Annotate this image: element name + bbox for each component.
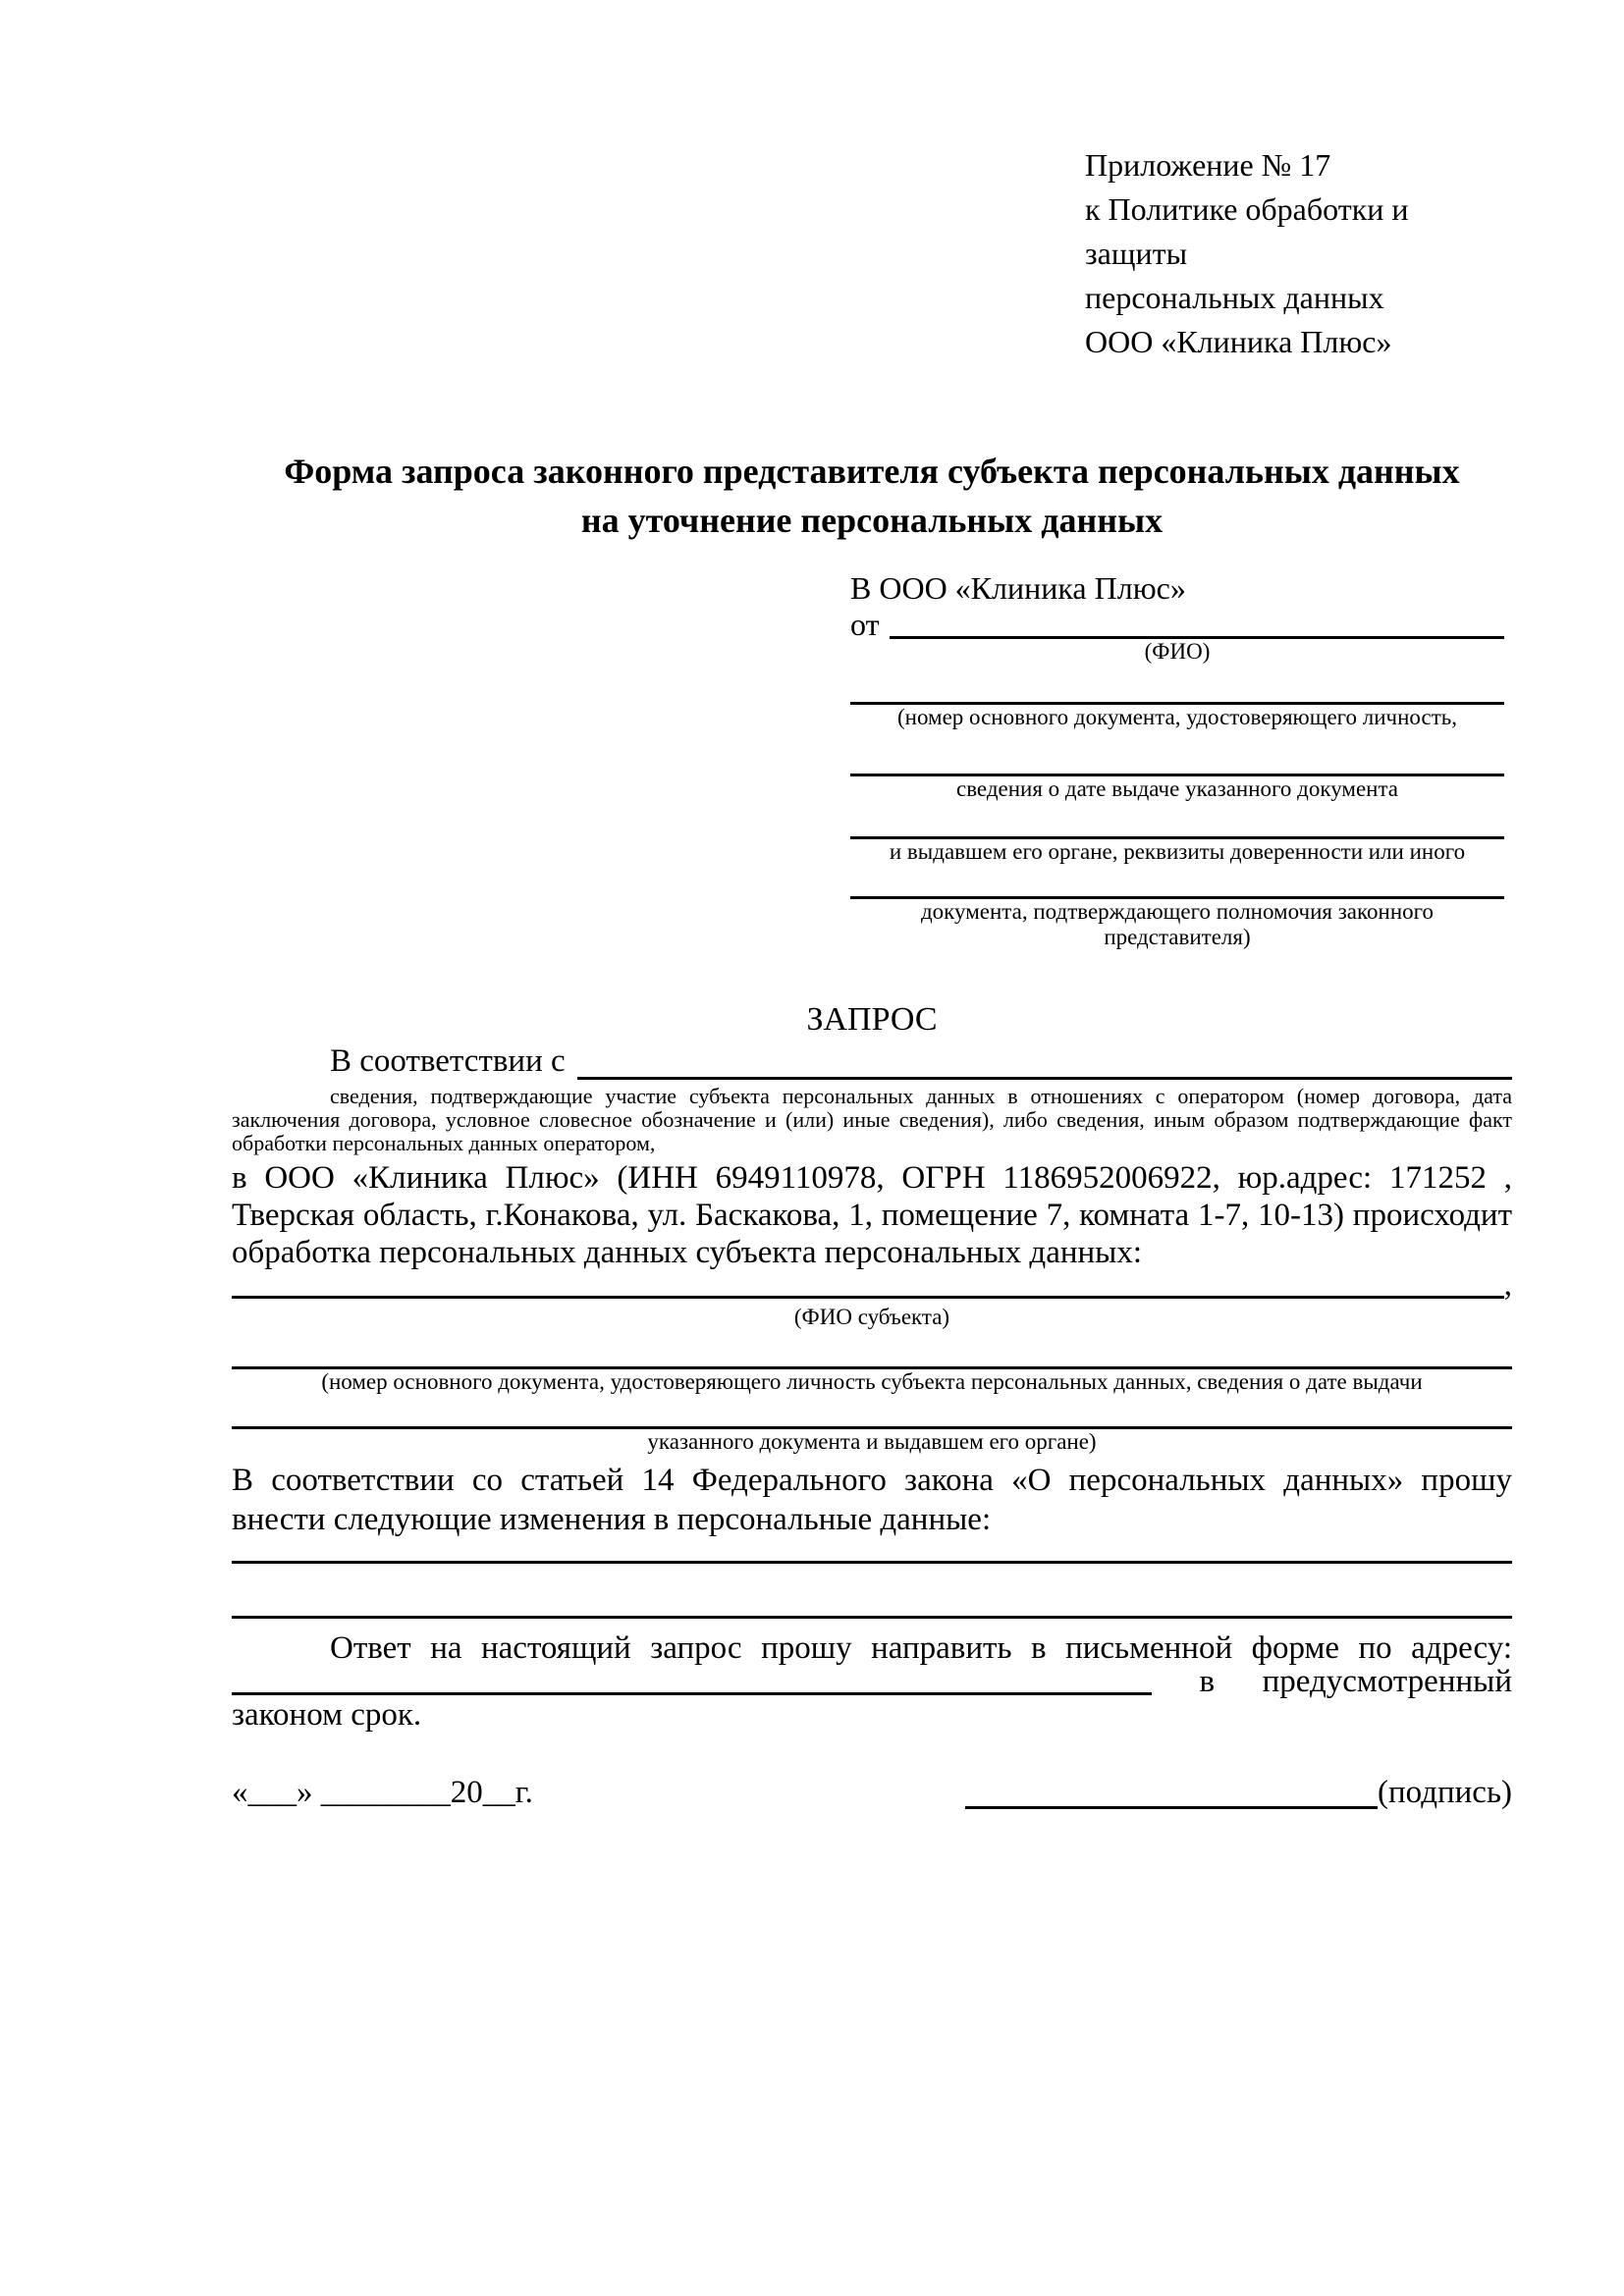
doc-field-caption: документа, подтверждающего полномочия законного представителя) <box>920 899 1434 949</box>
appendix-note-line: ООО «Клиника Плюс» <box>1085 324 1392 359</box>
trailing-comma: , <box>1503 1267 1512 1303</box>
signature-caption: (подпись) <box>1378 1775 1512 1810</box>
doc-field-caption: и выдавшем его органе, реквизиты доверенности или иного <box>889 839 1466 864</box>
doc-field-line <box>850 802 1504 839</box>
subject-doc-fill-line-1 <box>232 1336 1512 1369</box>
doc-field-caption: (номер основного документа, удостоверяющего личность, <box>896 705 1457 729</box>
intro-row <box>232 1042 1512 1080</box>
date-field: «___» ________20__г. <box>232 1775 533 1810</box>
doc-field-line <box>850 865 1504 899</box>
from-fill-line <box>890 610 1504 639</box>
changes-fill-line-1 <box>232 1539 1512 1564</box>
document-title-line-1: Форма запроса законного представителя субъекта персональных данных <box>284 452 1460 491</box>
from-label: от <box>850 607 880 642</box>
intro-label: В соответствии с <box>330 1043 566 1079</box>
document-title <box>232 447 1512 545</box>
response-line-1: Ответ на настоящий запрос прошу направить в письменной форме по адресу: <box>330 1630 1512 1666</box>
changes-fill-line-2 <box>232 1564 1512 1619</box>
addressee-block <box>850 566 1504 950</box>
response-line-3: законом срок. <box>232 1697 422 1733</box>
doc-field-row <box>850 665 1504 730</box>
doc-field-caption: сведения о дате выдаче указанного документа <box>955 776 1399 801</box>
intro-fill-line <box>577 1042 1512 1080</box>
address-fill-line <box>232 1668 1152 1695</box>
subject-fio-fill-line <box>232 1271 1504 1299</box>
signature-group <box>965 1776 1512 1809</box>
doc-field-line <box>850 665 1504 705</box>
law-paragraph: В соответствии со статьей 14 Федерального закона «О персональных данных» прошу внести следующие изменения в персональные данные: <box>232 1463 1512 1537</box>
appendix-note <box>1085 143 1512 364</box>
from-row <box>850 607 1504 642</box>
response-address-row <box>232 1664 1512 1699</box>
appendix-note-line: к Политике обработки и защиты <box>1085 191 1409 271</box>
addressee-to: В ООО «Клиника Плюс» <box>850 570 1186 606</box>
doc-field-row <box>850 865 1504 950</box>
intro-caption: сведения, подтверждающие участие субъекта персональных данных в отношениях с оператором (номер договора, дата заключения договора, условное словесное обозначение и (или) иные сведения), либо сведения, иным образом подтверждающие факт обработки персональных данных оператором, <box>232 1084 1512 1155</box>
doc-field-row <box>850 730 1504 802</box>
subject-doc-caption-2: указанного документа и выдавшем его органе) <box>647 1429 1097 1454</box>
subject-doc-fill-line-2 <box>232 1395 1512 1429</box>
subject-doc-caption-1: (номер основного документа, удостоверяющего личность субъекта персональных данных, сведения о дате выдачи <box>321 1369 1423 1394</box>
subject-fio-caption: (ФИО субъекта) <box>793 1305 950 1329</box>
request-heading: ЗАПРОС <box>806 1001 938 1038</box>
response-word-in: в <box>1199 1664 1216 1699</box>
appendix-note-line: Приложение № 17 <box>1085 147 1331 183</box>
appendix-note-line: персональных данных <box>1085 280 1384 315</box>
response-word-stipulated: предусмотренный <box>1262 1664 1512 1699</box>
subject-fio-row <box>232 1267 1512 1303</box>
doc-field-row <box>850 802 1504 865</box>
document-title-line-2: на уточнение персональных данных <box>580 501 1164 540</box>
operator-paragraph: в ООО «Клиника Плюс» (ИНН 6949110978, ОГРН 1186952006922, юр.адрес: 171252 , Тверская область, г.Конакова, ул. Баскакова, 1, помещение 7, комната 1-7, 10-13) происходит обработка персональных данных субъекта персональных данных: <box>232 1160 1512 1270</box>
signature-fill-line <box>965 1776 1378 1809</box>
doc-field-line <box>850 730 1504 776</box>
document-content <box>232 0 1512 1809</box>
fio-caption: (ФИО) <box>1144 639 1211 664</box>
footer-row <box>232 1776 1512 1809</box>
